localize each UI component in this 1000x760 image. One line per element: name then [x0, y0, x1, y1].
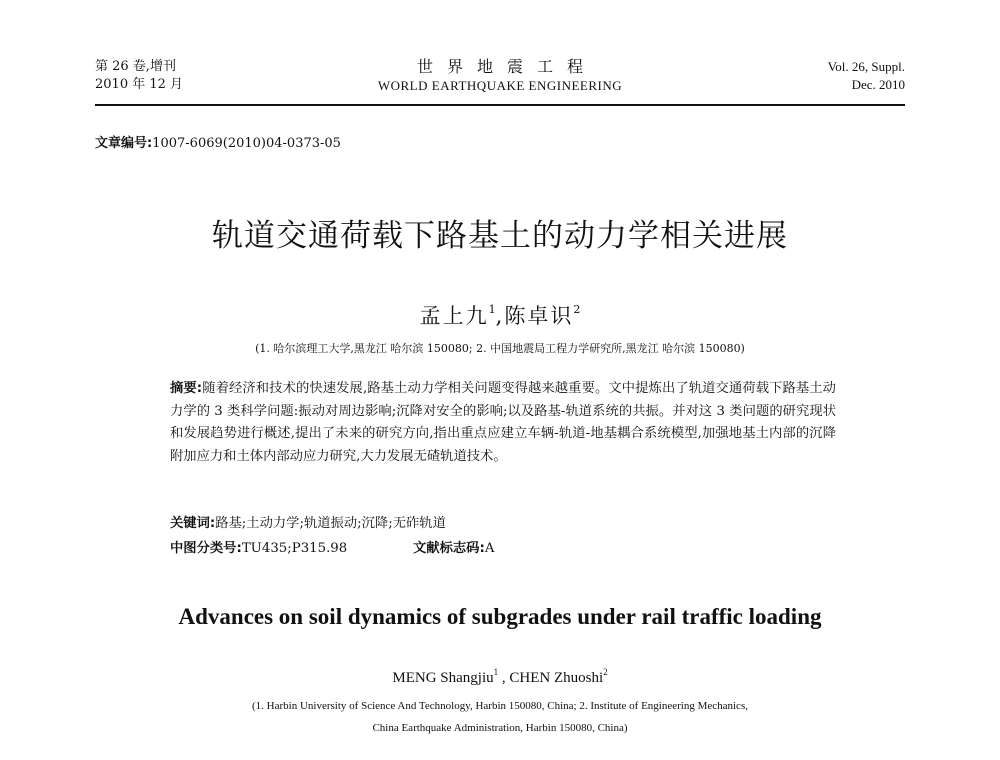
author-1-cn: 孟上九 — [419, 304, 489, 328]
author-separator-en: , — [498, 670, 510, 686]
author-2-en-affil-mark: 2 — [603, 667, 608, 677]
header-rule — [95, 104, 905, 106]
classification-number — [170, 537, 347, 556]
header-volume: 第 26 卷,增刊 — [95, 59, 176, 74]
document-code — [413, 537, 494, 556]
keywords-text: 路基;土动力学;轨道振动;沉降;无砟轨道 — [215, 516, 446, 531]
paper-title-cn: 轨道交通荷载下路基土的动力学相关进展 — [212, 218, 788, 254]
author-2-en: CHEN Zhuoshi — [509, 670, 604, 686]
abstract-text: 随着经济和技术的快速发展,路基土动力学相关问题变得越来越重要。文中提炼出了轨道交通荷载下路基土动力学的 3 类科学问题:振动对周边影响;沉降对安全的影响;以及路基-轨道系统的共振。并对这 3 类问题的研究现状和发展趋势进行概述,提出了未来的研究方向,指出重点应建立车辆-轨道-地基耦合系统模型,加强地基土内部的沉降附加应力和土体内部动应力研究,大力发展无碴轨道技术。 — [170, 381, 836, 464]
header-journal — [95, 58, 905, 96]
journal-name-en: WORLD EARTHQUAKE ENGINEERING — [377, 78, 623, 93]
affiliation-en — [0, 695, 1000, 739]
affiliation-en-line2: China Earthquake Administration, Harbin 150080, China) — [372, 722, 628, 734]
header-vol-en — [828, 58, 905, 94]
author-2-cn: 陈卓识 — [504, 304, 574, 328]
author-1-en-affil-mark: 1 — [493, 667, 499, 677]
affiliation-en-line1: (1. Harbin University of Science And Technology, Harbin 150080, China; 2. Institute of Engineering Mechanics, — [252, 700, 748, 712]
header-volume-en: Vol. 26, Suppl. — [827, 59, 905, 74]
header-date-cn: 2010 年 12 月 — [95, 77, 184, 92]
keywords-cn — [170, 512, 446, 531]
paper-title-en: Advances on soil dynamics of subgrades under rail traffic loading — [178, 604, 822, 629]
classification-value: TU435;P315.98 — [241, 541, 348, 556]
author-separator: , — [495, 304, 505, 328]
keywords-label: 关键词: — [170, 516, 216, 531]
authors-en — [0, 667, 1000, 687]
running-header — [95, 58, 905, 100]
classification-label: 中图分类号: — [170, 541, 242, 556]
affiliation-cn: (1. 哈尔滨理工大学,黑龙江 哈尔滨 150080; 2. 中国地震局工程力学研究所,黑龙江 哈尔滨 150080) — [255, 342, 745, 355]
journal-name-cn: 世界地震工程 — [416, 57, 597, 76]
article-number — [95, 132, 341, 151]
document-code-value: A — [484, 541, 495, 556]
header-date-en: Dec. 2010 — [851, 77, 905, 92]
author-1-en: MENG Shangjiu — [392, 670, 494, 686]
authors-cn — [0, 300, 1000, 330]
document-code-label: 文献标志码: — [413, 541, 485, 556]
article-number-value: 1007-6069(2010)04-0373-05 — [152, 136, 341, 151]
article-number-label: 文章编号: — [95, 136, 153, 151]
author-2-affil-mark: 2 — [573, 303, 581, 316]
abstract-label: 摘要: — [170, 381, 203, 396]
author-1-affil-mark: 1 — [488, 303, 496, 316]
abstract-cn — [170, 378, 836, 468]
